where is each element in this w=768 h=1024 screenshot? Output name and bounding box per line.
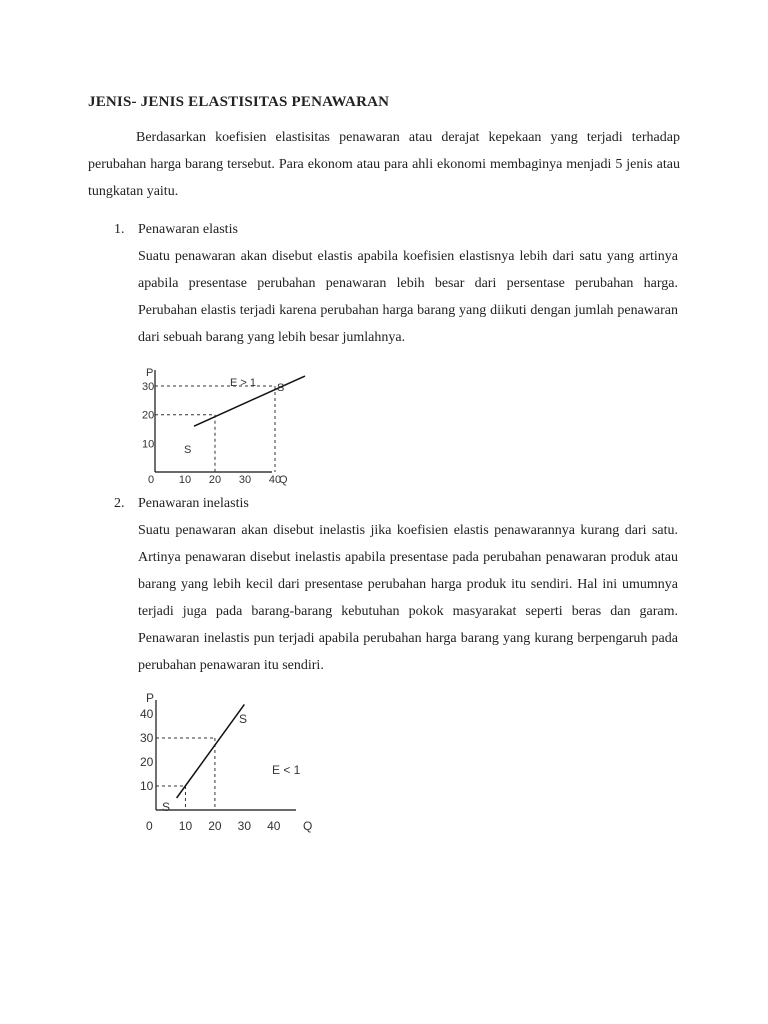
x-axis-label: Q	[303, 819, 313, 833]
list-item-number: 1.	[114, 222, 125, 237]
x-tick-label: 10	[178, 474, 192, 486]
y-tick-label: 10	[142, 438, 155, 451]
x-tick-label: 40	[267, 819, 281, 833]
inelastic-paragraph: Suatu penawaran akan disebut inelastis jika koefisien elastis penawarannya kurang dari satu. Artinya penawaran disebut inelastis apabila presentase pada perubahan penawaran produk atau barang yang lebih kecil dari presentase perubahan harga produk itu sendiri. Hal ini umumnya terjadi juga pada barang-barang kebutuhan pokok masyarakat seperti beras dan garam. Penawaran inelastis pun terjadi apabila perubahan harga barang yang kurang berpengaruh pada perubahan penawaran itu sendiri.	[138, 523, 678, 673]
x-tick-label: 20	[208, 819, 222, 833]
elasticity-annotation: E > 1	[230, 377, 256, 389]
x-tick-label: 30	[238, 474, 252, 486]
y-tick-label: 10	[140, 779, 154, 793]
curve-label-end: S	[277, 382, 285, 394]
y-axis-label: P	[146, 367, 154, 379]
x-tick-label: 10	[178, 819, 193, 833]
y-tick-label: 20	[140, 755, 154, 769]
origin-label: 0	[146, 819, 153, 833]
inelastic-supply-chart	[138, 690, 328, 835]
y-tick-label: 20	[142, 409, 155, 422]
list-item-number: 2.	[114, 496, 125, 511]
supply-curve	[177, 704, 248, 798]
y-tick-label: 30	[140, 731, 154, 745]
y-tick-label: 30	[142, 381, 155, 394]
list-item-label: Penawaran elastis	[138, 222, 238, 237]
elastic-supply-chart	[140, 366, 312, 488]
y-tick-label: 40	[140, 707, 154, 721]
curve-label-start: S	[184, 444, 192, 456]
list-item-label: Penawaran inelastis	[138, 496, 249, 511]
document-heading: JENIS- JENIS ELASTISITAS PENAWARAN	[88, 94, 390, 110]
x-tick-label: 40	[268, 474, 282, 486]
intro-paragraph: Berdasarkan koefisien elastisitas penawaran atau derajat kepekaan yang terjadi terhadap perubahan harga barang tersebut. Para ekonom atau para ahli ekonomi membaginya menjadi 5 jenis atau tungkatan yaitu.	[88, 130, 680, 199]
y-axis-label: P	[146, 691, 155, 705]
curve-label-end: S	[239, 712, 248, 726]
x-tick-label: 30	[237, 819, 252, 833]
curve-label-start: S	[162, 800, 171, 814]
elasticity-annotation: E < 1	[272, 763, 301, 777]
x-axis-label: Q	[279, 474, 288, 486]
elastic-paragraph: Suatu penawaran akan disebut elastis apabila koefisien elastisnya lebih dari satu yang artinya apabila presentase perubahan penawaran lebih besar dari persentase perubahan harga. Perubahan elastis terjadi karena perubahan harga barang yang diikuti dengan jumlah penawaran dari sebuah barang yang lebih besar jumlahnya.	[138, 249, 678, 345]
origin-label: 0	[148, 474, 155, 486]
x-tick-label: 20	[208, 474, 222, 486]
